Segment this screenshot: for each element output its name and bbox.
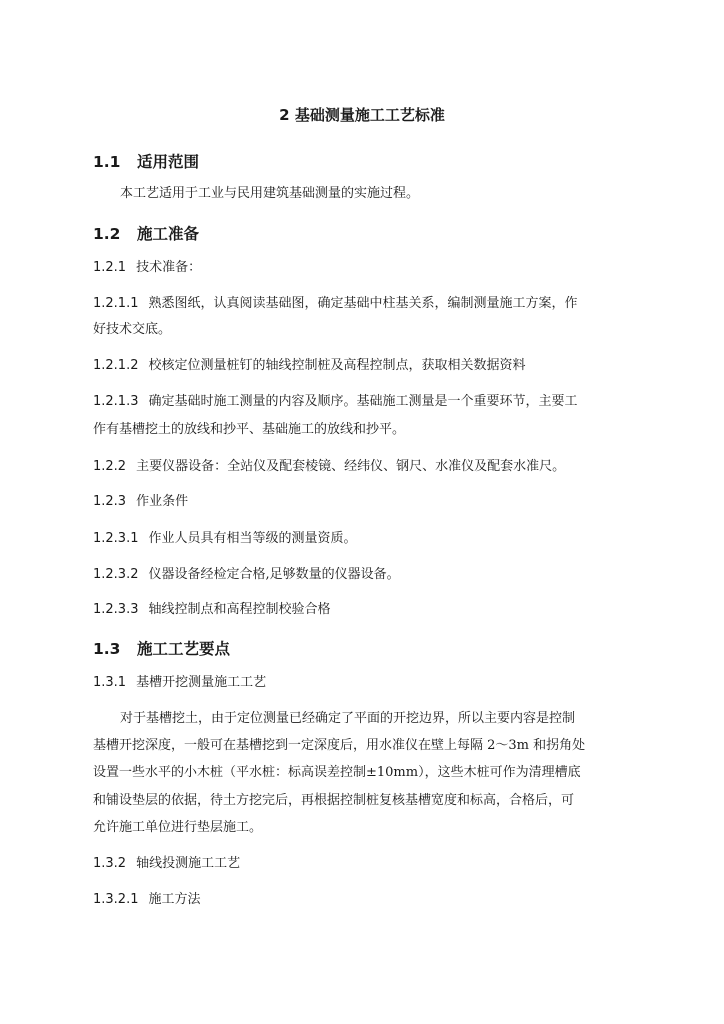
section-number: 1.1 bbox=[93, 153, 121, 171]
subsection-1-2-2 bbox=[93, 455, 633, 474]
subsection-1-3-2 bbox=[93, 852, 633, 871]
paragraph-text: 确定基础时施工测量的内容及顺序。基础施工测量是一个重要环节，主要工 bbox=[148, 394, 578, 409]
paragraph-line: 基槽开挖深度，一般可在基槽挖到一定深度后，用水准仪在壁上每隔 2～3m 和拐角处 bbox=[93, 738, 586, 753]
section-number: 1.3.1 bbox=[93, 675, 127, 690]
subsection-1-2-1-3 bbox=[93, 390, 633, 409]
section-number: 1.2.3.1 bbox=[93, 531, 139, 546]
section-number: 1.2.1.1 bbox=[93, 296, 139, 311]
paragraph-text: 施工方法 bbox=[148, 892, 201, 907]
section-number: 1.2.1.3 bbox=[93, 394, 139, 409]
paragraph-text: 作业人员具有相当等级的测量资质。 bbox=[148, 531, 357, 546]
paragraph-text: 技术准备： bbox=[136, 260, 202, 275]
subsection-1-2-3-3 bbox=[93, 598, 633, 617]
paragraph-continuation: 好技术交底。 bbox=[93, 322, 172, 337]
section-number: 1.2.2 bbox=[93, 459, 127, 474]
subsection-1-3-1 bbox=[93, 671, 633, 690]
section-title: 适用范围 bbox=[137, 153, 200, 171]
section-number: 1.2.1.2 bbox=[93, 358, 139, 373]
subsection-1-2-3-2 bbox=[93, 563, 633, 582]
paragraph-text: 轴线投测施工工艺 bbox=[136, 856, 241, 871]
paragraph-text: 轴线控制点和高程控制校验合格 bbox=[148, 602, 331, 617]
paragraph-line: 和铺设垫层的依据，待土方挖完后，再根据控制桩复核基槽宽度和标高，合格后，可 bbox=[93, 793, 575, 808]
subsection-1-2-1 bbox=[93, 256, 633, 275]
paragraph: 本工艺适用于工业与民用建筑基础测量的实施过程。 bbox=[120, 186, 420, 201]
subsection-1-2-1-1 bbox=[93, 292, 633, 311]
paragraph-continuation: 作有基槽挖土的放线和抄平、基础施工的放线和抄平。 bbox=[93, 422, 406, 437]
paragraph-line: 对于基槽挖土，由于定位测量已经确定了平面的开挖边界，所以主要内容是控制 bbox=[120, 711, 576, 726]
section-1-1-heading bbox=[93, 150, 199, 172]
paragraph-text: 基槽开挖测量施工工艺 bbox=[136, 675, 267, 690]
section-number: 1.2.3.2 bbox=[93, 567, 139, 582]
subsection-1-3-2-1 bbox=[93, 888, 633, 907]
page-title: 2 基础测量施工工艺标准 bbox=[279, 106, 445, 124]
paragraph-text: 校核定位测量桩钉的轴线控制桩及高程控制点，获取相关数据资料 bbox=[148, 358, 526, 373]
paragraph-text: 仪器设备经检定合格,足够数量的仪器设备。 bbox=[148, 567, 400, 582]
section-number: 1.3 bbox=[93, 640, 121, 658]
section-title: 施工工艺要点 bbox=[137, 640, 231, 658]
section-1-2-heading bbox=[93, 222, 199, 244]
section-number: 1.2.3 bbox=[93, 494, 127, 509]
paragraph-text: 主要仪器设备：全站仪及配套棱镜、经纬仪、钢尺、水准仪及配套水准尺。 bbox=[136, 459, 566, 474]
paragraph-line: 设置一些水平的小木桩（平水桩：标高误差控制±10mm），这些木桩可作为清理槽底 bbox=[93, 765, 581, 780]
paragraph-text: 作业条件 bbox=[136, 494, 189, 509]
subsection-1-2-3 bbox=[93, 490, 633, 509]
section-number: 1.2.3.3 bbox=[93, 602, 139, 617]
section-number: 1.3.2.1 bbox=[93, 892, 139, 907]
section-number: 1.3.2 bbox=[93, 856, 127, 871]
section-number: 1.2 bbox=[93, 225, 121, 243]
section-title: 施工准备 bbox=[137, 225, 200, 243]
section-number: 1.2.1 bbox=[93, 260, 127, 275]
paragraph-text: 熟悉图纸，认真阅读基础图，确定基础中柱基关系，编制测量施工方案，作 bbox=[148, 296, 578, 311]
subsection-1-2-1-2 bbox=[93, 354, 633, 373]
paragraph-line: 允许施工单位进行垫层施工。 bbox=[93, 820, 263, 835]
subsection-1-2-3-1 bbox=[93, 527, 633, 546]
section-1-3-heading bbox=[93, 637, 230, 659]
